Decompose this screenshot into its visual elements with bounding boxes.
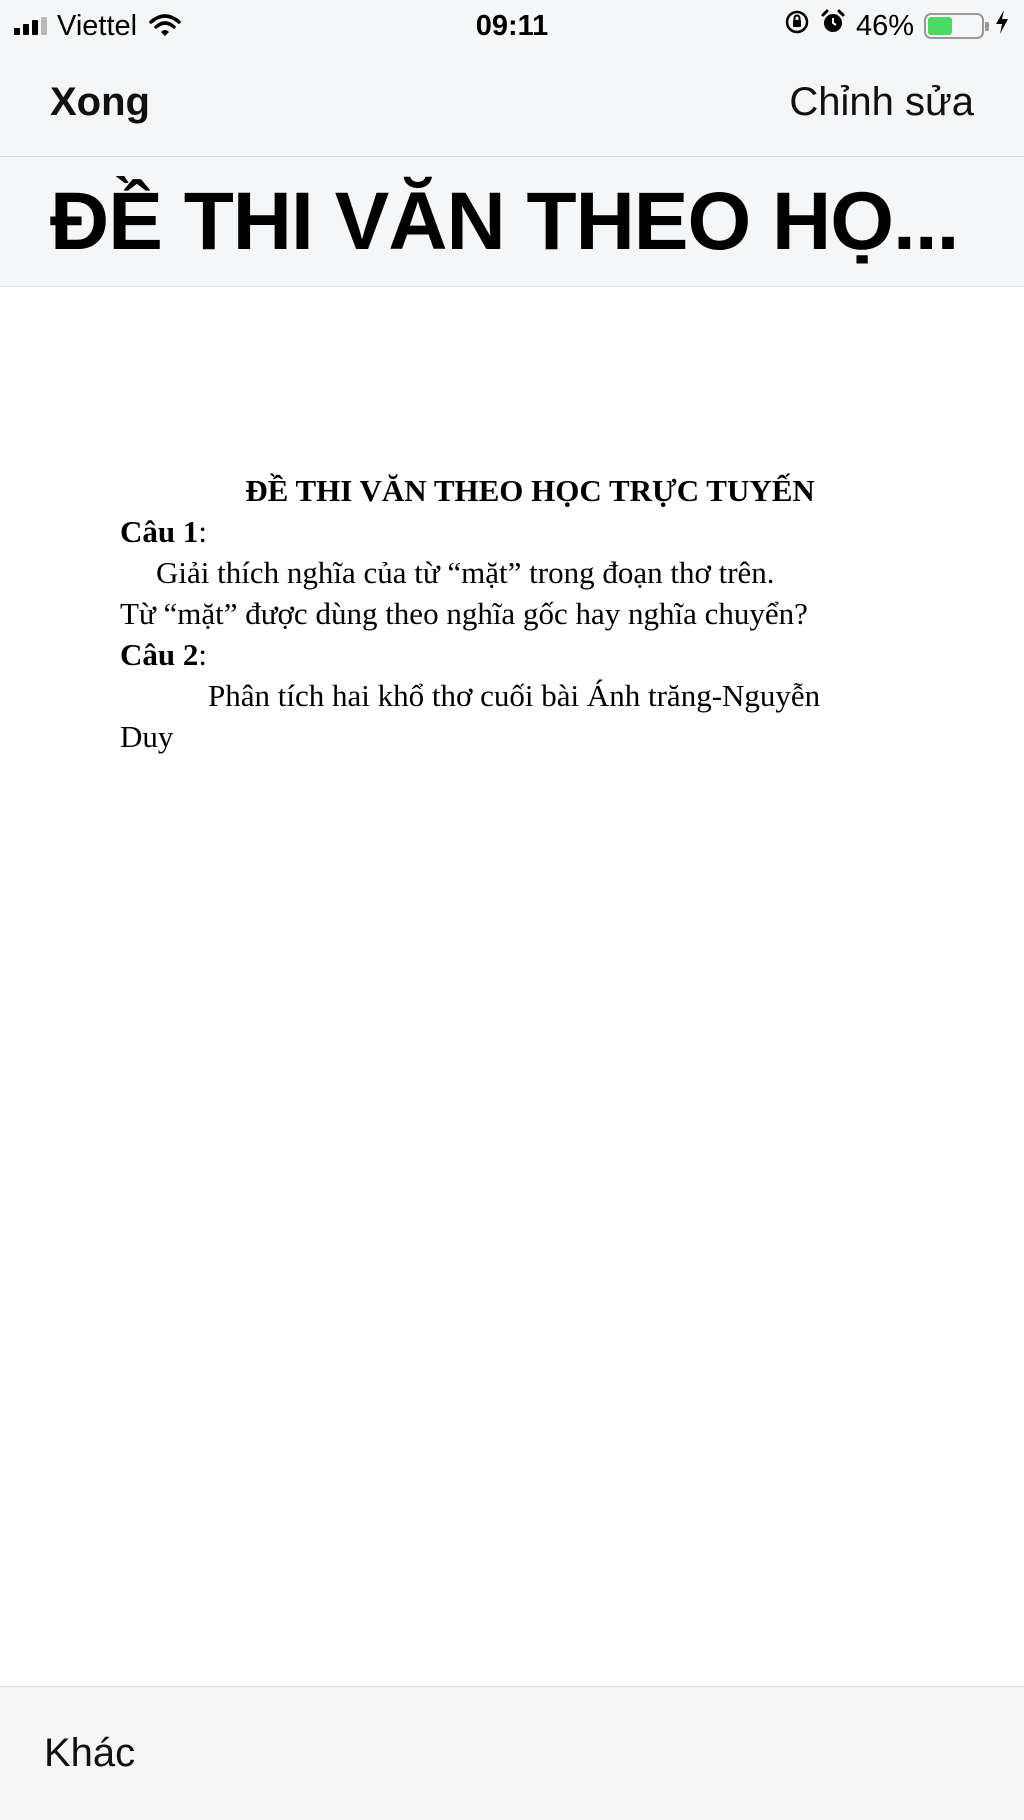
question-1-label: Câu 1 [120,514,199,549]
question-2-line-1: Phân tích hai khổ thơ cuối bài Ánh trăng-Nguyễn [208,678,821,713]
other-button[interactable]: Khác [44,1731,136,1775]
rotation-lock-icon [784,9,810,43]
title-bar [0,157,1024,287]
question-1-colon: : [198,514,208,549]
alarm-icon [820,9,846,43]
document-content [120,470,910,757]
status-time: 09:11 [475,10,549,42]
question-1-line-1: Giải thích nghĩa của từ “mặt” trong đoạn thơ trên. [156,555,775,590]
bottom-toolbar [0,1686,1024,1820]
battery-percent: 46% [855,9,914,42]
charging-bolt-icon [994,9,1010,43]
document-heading: ĐỀ THI VĂN THEO HỌC TRỰC TUYẾN [245,473,815,508]
question-2-label: Câu 2 [120,637,199,672]
battery-fill [928,17,952,35]
done-button[interactable]: Xong [50,80,150,124]
carrier-name: Viettel [57,9,138,42]
page-title: ĐỀ THI VĂN THEO HỌ... [50,176,959,267]
question-2-colon: : [198,637,208,672]
edit-button[interactable]: Chỉnh sửa [789,80,974,124]
question-1-line-2: Từ “mặt” được dùng theo nghĩa gốc hay nghĩa chuyển? [120,596,808,631]
question-2-line-2: Duy [120,719,174,754]
battery-icon [924,13,984,39]
status-bar [0,0,1024,52]
question-1-label-line [120,511,910,552]
question-2-label-line [120,634,910,675]
status-right [784,8,1010,44]
navigation-bar [0,52,1024,157]
